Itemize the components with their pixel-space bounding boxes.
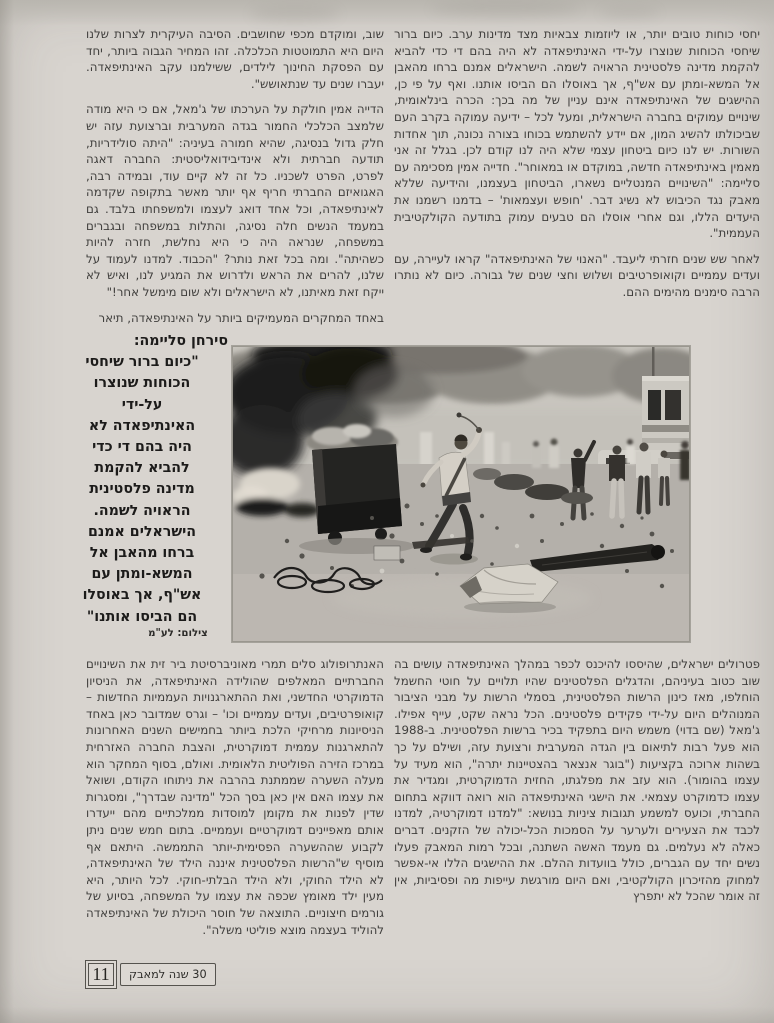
print-bleed-mark — [600, 8, 660, 18]
column-left-bottom — [86, 656, 384, 938]
pull-quote-line: הם הביסו אותנו" — [86, 608, 198, 625]
column-right-bottom — [394, 656, 760, 905]
paragraph: הדייה אמין חולקת על הערכתו של ג'מאל, אם כי היא מודה שלמצב הכלכלי החמור בגדה המערבית וברצועת עזה יש חלק גדול בנסיגה, שהיא חמורה בעיניה: "היתה סולידריות, תודעה חברתית ולא אינדיבידואליסטית: החברה דאגה לפרט, הפרט לשכניו. כל זה לא קיים עוד, ובמידה רבה, האגואיזם החברתי חריף אף יותר מאשר בתקופה שקדמה לאינתיפאדה, וכל אחד דואג לעצמו ולמשפחתו בלבד. גם במעמד הנשים חלה נסיגה, והתלות במשפחה ובגברים במשפחה, שנראה היה כי היא נחלשת, חזרה להיות כשהיתה". ומה בכל זאת נותר? "הכבוד. למדנו לעמוד על שלנו, להרים את הראש ולדרוש את המגיע לנו, ואיש לא ייקח זאת מאיתנו, לא הישראלים ולא שום מימשל אחר!" — [86, 102, 384, 299]
photo-caption: צילום: לע"מ — [148, 628, 208, 639]
scan-shadow-bottom — [0, 1007, 774, 1023]
paragraph: פטרולים ישראלים, שהיססו להיכנס לכפר במהלך האינתיפאדה עושים בה שוב כטוב בעיניהם, והדגלים הפלסטינים שהיו תלויים על חוטי החשמל הוחלפו, מאז כינון הרשות הפלסטינית, בסמלי הרשות על מבני הציבור המנוהלים היום על-ידי פקידים פלסטינים. הכל נראה שקט, עייף אפילו. ג'מאל (שם בדוי) משמש היום בתפקיד בכיר ברשות הפלסטינית. ב-1988 הוא פעל רבות לתיאום בין הגדה המערבית ורצועת עזה, ושילם על כך בשהות ארוכה בקציעות ("בוגר אנצאר בהצטיינות יתרה", הוא מעיד על עצמו בהומור). הוא עזב את מפלגתו, החזית הדמוקרטית, ומגדיר את עצמו כדמוקרט עצמאי. את הישגי האינתיפאדה הוא רואה דווקא בתחום החברתי, וכועס למשמע תגובות ציניות בנושא: "למדנו דמוקרטיה, למדנו לכבד את הצעירים ולערער על הסמכות הכל-יכולה של הזקנים. דברים כאלה לא נעלמים. גם מעמד האשה השתנה, ובכל רמות המאבק פעלו נשים יחד עם הגברים, כולל בוועדות ההלם. את ההישגים הללו אי-אפשר למחוק מהזיכרון הקולקטיבי, ואם היום מורגשת עייפות מה ופסיביות, אין זה אומר שהכל לא יתפרץ — [394, 657, 760, 904]
series-label-box — [120, 963, 216, 986]
pull-quote-line: אש"ף, אך באוסלו — [82, 587, 202, 604]
pull-quote-line: ברחו מהאבן אל — [89, 545, 195, 562]
pull-quote-attribution: סירחן סליימה: — [133, 333, 228, 349]
pull-quote-body — [56, 352, 228, 628]
paragraph: האנתרופולוג סלים תמרי מאוניברסיטת ביר זית את השינויים החברתיים המאלפים שהולידה האינתיפאדה, את הניסיון הדמוקרטי החדשני, ואת ההתארגנויות העממיות החדשות – קואופרטיבים, ועדים עממיים וכו' – וגרס שמדובר כאן באחד הניסיונות מרחיקי הלכת ביותר בחמישים השנים האחרונות להתארגנות עממית דמוקרטית, והצבת החברה האזרחית במרכז הזירה הפוליטית הלאומית. ואולם, בסוף המחקר הוא מעלה השערה שממתנת בהרבה את ניתוחו הקודם, ושואל את עצמו האם אין כאן בסך הכל "מדינה שבדרך", ומסגרות שדין לפנות את מקומן למוסדות ממלכתיים מהם ייעדרו אותם מאפיינים דמוקרטיים ועממיים. בתום חמש שנים ניתן לקבוע שההשערה הפסימית-יותר התממשה. היתאם אף מוסיף ש"הרשות הפלסטינית איננה הילד של האינתיפאדה, לא הילד החוקי, ולא הילד הבלתי-חוקי. לכל היותר, היא מעין ילד מאומץ שכפה את עצמו על המשפחה, בסיוע של גורמים חיצוניים. התוצאה של חוסר היכולת של האינתיפאדה להוליד בעצמה מוצא פוליטי משלה". — [86, 657, 384, 937]
pull-quote-line: הישראלים אמנם — [87, 523, 197, 540]
riot-street-photo-art — [232, 346, 690, 642]
pull-quote-line: על-ידי — [121, 396, 163, 413]
scan-shadow-left — [0, 0, 14, 1023]
page-number: 11 — [88, 963, 114, 986]
print-bleed-mark — [250, 6, 340, 22]
paragraph: לאחר שש שנים חזרתי ליעבד. "האנוי של האינתיפאדה" קראו לעיירה, עם ועדים עממיים וקואופרטיבים ושלוש וחצי שנים של גבורה. כיום לא נותרו הרבה סימנים מהימים ההם. — [394, 251, 760, 299]
pull-quote-line: האינתיפאדה לא — [88, 417, 196, 434]
pull-quote-line: מדינה פלסטינית — [89, 481, 195, 498]
paragraph: יחסי כוחות טובים יותר, או ליוזמות צבאיות מצד מדינות ערב. כיום ברור שיחסי הכוחות שנוצרו על-ידי האינתיפאדה לא היה בהם די כדי להביא להקמת מדינה פלסטינית הראויה לשמה. הישראלים אמנם ברחו מהאבן אל המשא-ומתן עם אש"ף, אך באוסלו הם הביסו אותנו. ואף על פי כן, ההישגים של האינתיפאדה אינם עניין של מה בכך: הכרה בינלאומית, שינויים עמוקים בחברה הישראלית, ומעל לכל – ידיעה עמוקה בקרב העם שביכולתו להשיג המון, אם יידע להשתמש בכוחו בצורה נכונה, תוך אחדות השורות. יש לנו כיום ביטחון עצמי שלא היה לנו קודם לכן. בגלל זה אני מאמין באינתיפאדה חדשה, במוקדם או במאוחר". חדייה אמין מסכימה עם סליימה: "השינויים המנטליים נשארו, הביטחון בעצמנו, והידיעה שללא מאבק נגד הכיבוש לא נשיג דבר. 'חופש ועצמאות' – בדמנו רשמנו את היעדים הללו, וגם אחרי אוסלו הם טבעים עמוק בתודעה הקולקטיבית העממית". — [394, 27, 760, 241]
column-right-top — [394, 26, 760, 301]
paragraph: שוב, ומוקדם מכפי שחושבים. הסיבה העיקרית לצרות שלנו היום היא התמוטטות הכלכלה. זהו המחיר הגבוה ביותר, יחד עם הפסקת החינוך לילדים, ששילמנו עקב האינתיפאדה. יעברו שנים עד שנתאושש". — [86, 27, 384, 91]
scan-shadow-top — [0, 0, 774, 26]
pull-quote-line: הראויה לשמה. — [93, 502, 191, 519]
pull-quote-line: "כיום ברור שיחסי — [85, 354, 199, 371]
paragraph: באחד המחקרים המעמיקים ביותר על האינתיפאדה, תיאר — [98, 310, 384, 325]
column-left-top — [86, 26, 384, 326]
pull-quote-line: היה בהם די כדי — [92, 439, 192, 456]
page-number-box — [85, 960, 117, 989]
pull-quote-line: להביא להקמת — [94, 460, 190, 477]
pull-quote-line: הכוחות שנוצרו — [93, 375, 191, 392]
print-bleed-mark — [430, 2, 580, 16]
pull-quote — [56, 331, 228, 628]
pull-quote-line: המשא-ומתן עם — [91, 566, 193, 583]
series-label: 30 שנה למאבק — [129, 968, 207, 981]
riot-street-photo — [232, 346, 690, 642]
